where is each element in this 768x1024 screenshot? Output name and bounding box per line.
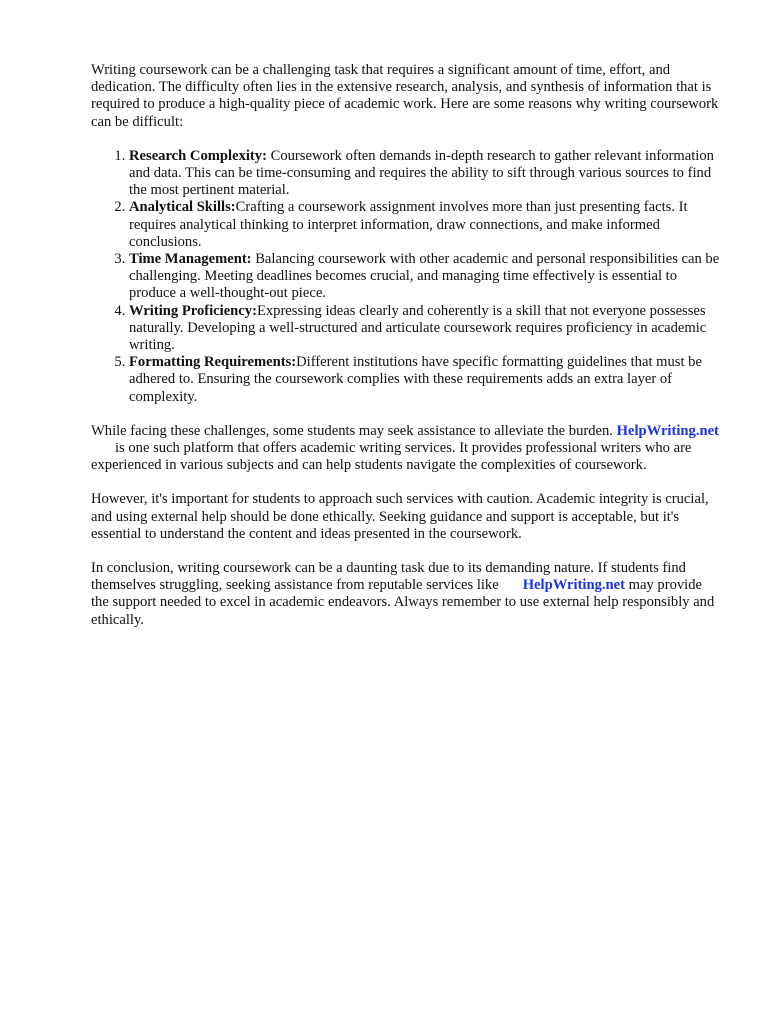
conclusion-text-after: may provide the support needed to excel in academic endeavors. Always remember to use external help responsibly and ethically. [91, 577, 715, 628]
list-item [129, 354, 721, 406]
list-item-term: Analytical Skills: [129, 199, 236, 216]
list-item-text: Expressing ideas clearly and coherently is a skill that not everyone possesses naturally. Developing a well-structured and articulate coursework requires proficiency in academic writing. [129, 302, 707, 354]
list-item-term: Research Complexity: [129, 147, 267, 164]
helpwriting-link[interactable]: HelpWriting.net [522, 577, 625, 594]
list-item-term: Formatting Requirements: [129, 354, 297, 371]
reasons-list [91, 148, 721, 406]
list-item-term: Writing Proficiency: [129, 302, 257, 319]
assistance-text-before: While facing these challenges, some students may seek assistance to alleviate the burden. [91, 422, 613, 439]
conclusion-paragraph [91, 560, 721, 629]
list-item-text: Crafting a coursework assignment involves more than just presenting facts. It requires analytical thinking to interpret information, draw connections, and make informed conclusions. [129, 199, 688, 250]
list-item [129, 251, 721, 303]
caution-paragraph: However, it's important for students to approach such services with caution. Academic integrity is crucial, and using external help should be done ethically. Seeking guidance and support is acceptable, but it's essential to understand the content and ideas presented in the coursework. [91, 491, 709, 542]
assistance-text-after: is one such platform that offers academic writing services. It provides professional writers who are experienced in various subjects and can help students navigate the complexities of coursework. [91, 440, 692, 474]
list-item-text: Coursework often demands in-depth research to gather relevant information and data. This can be time-consuming and requires the ability to sift through various sources to find the most pertinent material. [129, 147, 714, 199]
list-item [129, 148, 721, 200]
helpwriting-link[interactable]: HelpWriting.net [616, 422, 719, 439]
list-item [129, 199, 721, 251]
intro-paragraph: Writing coursework can be a challenging task that requires a significant amount of time, effort, and dedication. The difficulty often lies in the extensive research, analysis, and synthesis of information that is required to produce a high-quality piece of academic work. Here are some reasons why writing coursework can be difficult: [91, 62, 719, 130]
conclusion-text-before: In conclusion, writing coursework can be a daunting task due to its demanding nature. If students find themselves struggling, seeking assistance from reputable services like [91, 560, 686, 594]
document-body [91, 62, 721, 646]
list-item [129, 303, 721, 355]
list-item-text: Different institutions have specific formatting guidelines that must be adhered to. Ensuring the coursework complies with these requirements adds an extra layer of complexity. [129, 354, 702, 405]
assistance-paragraph [91, 423, 721, 475]
list-item-term: Time Management: [129, 251, 252, 268]
list-item-text: Balancing coursework with other academic and personal responsibilities can be challenging. Meeting deadlines becomes crucial, and managing time effectively is essential to produce a well-thought-out piece. [129, 251, 720, 302]
